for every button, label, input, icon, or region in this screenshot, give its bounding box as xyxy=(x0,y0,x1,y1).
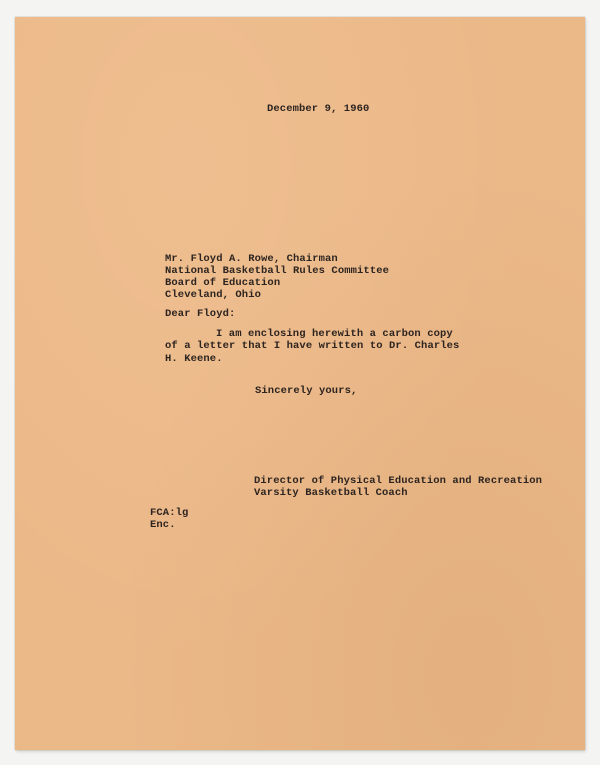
body-line-1: I am enclosing herewith a carbon copy xyxy=(216,328,453,340)
body-line-3: H. Keene. xyxy=(165,353,223,365)
letter-page xyxy=(15,17,585,750)
recipient-department: Board of Education xyxy=(165,277,281,289)
recipient-organization: National Basketball Rules Committee xyxy=(165,265,390,277)
body-line-2: of a letter that I have written to Dr. Charles xyxy=(165,340,460,352)
letter-date: December 9, 1960 xyxy=(267,103,370,115)
closing: Sincerely yours, xyxy=(255,385,358,397)
recipient-name: Mr. Floyd A. Rowe, Chairman xyxy=(165,253,338,265)
recipient-city: Cleveland, Ohio xyxy=(165,289,262,301)
signature-title-2: Varsity Basketball Coach xyxy=(254,487,408,499)
reference-initials: FCA:lg xyxy=(150,507,189,519)
signature-title-1: Director of Physical Education and Recreation xyxy=(254,475,543,487)
salutation: Dear Floyd: xyxy=(165,308,236,320)
enclosure-note: Enc. xyxy=(150,519,176,531)
